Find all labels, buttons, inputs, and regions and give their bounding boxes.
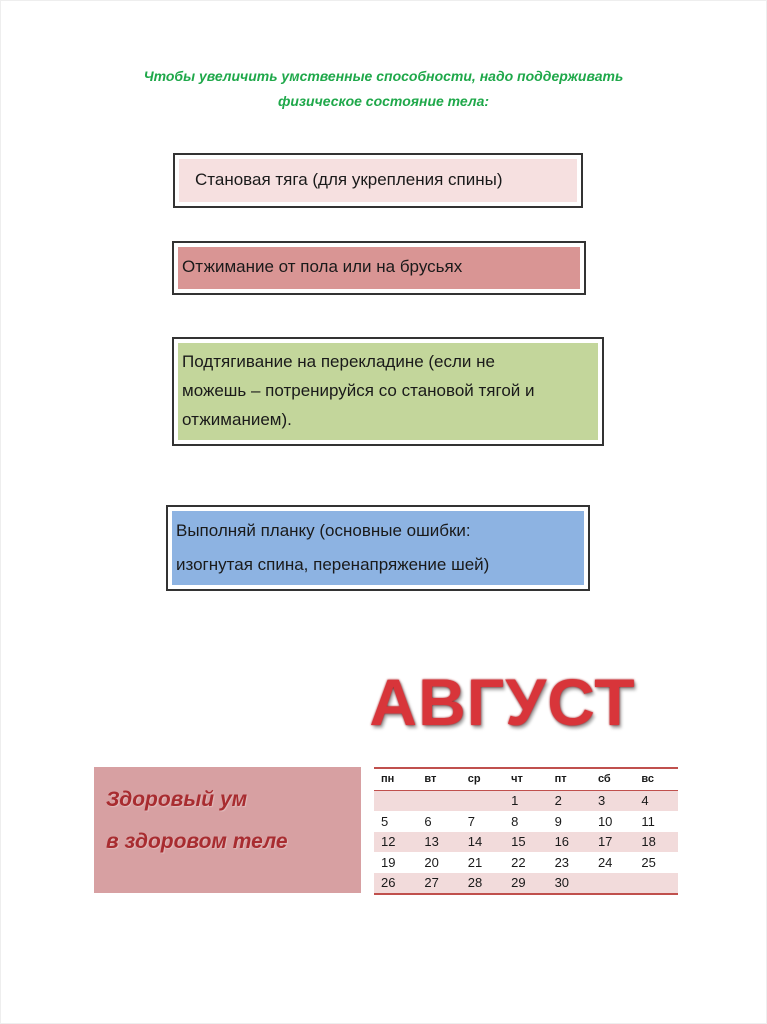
exercise-line: можешь – потренируйся со становой тягой и — [182, 381, 535, 400]
day-cell: 12 — [381, 834, 396, 850]
day-cell: 1 — [511, 793, 519, 809]
day-cell: 25 — [641, 854, 656, 870]
day-cell: 27 — [424, 875, 439, 891]
day-cell: 23 — [554, 854, 570, 870]
exercise-line: отжиманием). — [182, 410, 292, 429]
exercise-line: Подтягивание на перекладине (если не — [182, 352, 495, 371]
calendar-week-row — [374, 791, 678, 812]
day-cell: 15 — [511, 834, 526, 850]
day-cell: 9 — [554, 813, 562, 829]
day-cell: 30 — [554, 875, 570, 891]
day-cell: 22 — [511, 854, 526, 870]
calendar-week-row — [374, 811, 678, 832]
day-cell: 8 — [511, 813, 519, 829]
calendar — [374, 767, 678, 895]
day-cell: 11 — [641, 813, 655, 829]
day-cell: 10 — [597, 813, 613, 829]
calendar-week-row — [374, 832, 678, 853]
weekday-label: сб — [597, 773, 611, 786]
exercise-text — [178, 343, 598, 440]
day-cell: 4 — [641, 793, 649, 809]
day-cell: 28 — [467, 875, 483, 891]
exercise-box-deadlift — [173, 153, 583, 208]
day-cell: 26 — [381, 875, 396, 891]
day-cell: 6 — [424, 813, 432, 829]
weekday-label: пт — [554, 773, 567, 786]
day-cell: 2 — [554, 793, 562, 809]
exercise-box-pushups — [172, 241, 586, 295]
weekday-label: вс — [641, 773, 654, 786]
day-cell: 17 — [597, 834, 613, 850]
exercise-line: изогнутая спина, перенапряжение шей) — [176, 555, 490, 574]
heading-line-1: Чтобы увеличить умственные способности, надо поддерживать — [143, 68, 624, 84]
calendar-header-row — [374, 769, 678, 791]
calendar-week-row — [374, 852, 678, 873]
day-cell: 5 — [381, 813, 389, 829]
exercise-box-pullups — [172, 337, 604, 446]
exercise-text — [172, 511, 584, 585]
motto-box — [94, 767, 361, 893]
weekday-label: чт — [511, 773, 523, 786]
motto-line-2: в здоровом теле — [106, 830, 288, 853]
calendar-week-row — [374, 873, 678, 894]
day-cell: 18 — [641, 834, 656, 850]
day-cell: 16 — [554, 834, 570, 850]
exercise-line: Выполняй планку (основные ошибки: — [176, 521, 471, 540]
day-cell: 29 — [511, 875, 526, 891]
weekday-label: пн — [381, 773, 395, 786]
month-title: АВГУСТ — [369, 665, 636, 739]
weekday-label: ср — [467, 773, 481, 786]
day-cell: 3 — [597, 793, 606, 809]
heading-line-2: физическое состояние тела: — [277, 93, 490, 109]
exercise-text: Отжимание от пола или на брусьях — [178, 247, 580, 289]
motto-line-1: Здоровый ум — [106, 788, 248, 811]
day-cell: 19 — [381, 854, 396, 870]
weekday-label: вт — [424, 773, 437, 786]
day-cell: 21 — [467, 854, 483, 870]
exercise-box-plank — [166, 505, 590, 591]
day-cell: 13 — [424, 834, 439, 850]
page-heading — [60, 64, 707, 114]
day-cell: 24 — [597, 854, 613, 870]
day-cell: 7 — [467, 813, 476, 829]
day-cell: 20 — [424, 854, 439, 870]
day-cell: 14 — [467, 834, 483, 850]
exercise-text: Становая тяга (для укрепления спины) — [179, 159, 577, 202]
